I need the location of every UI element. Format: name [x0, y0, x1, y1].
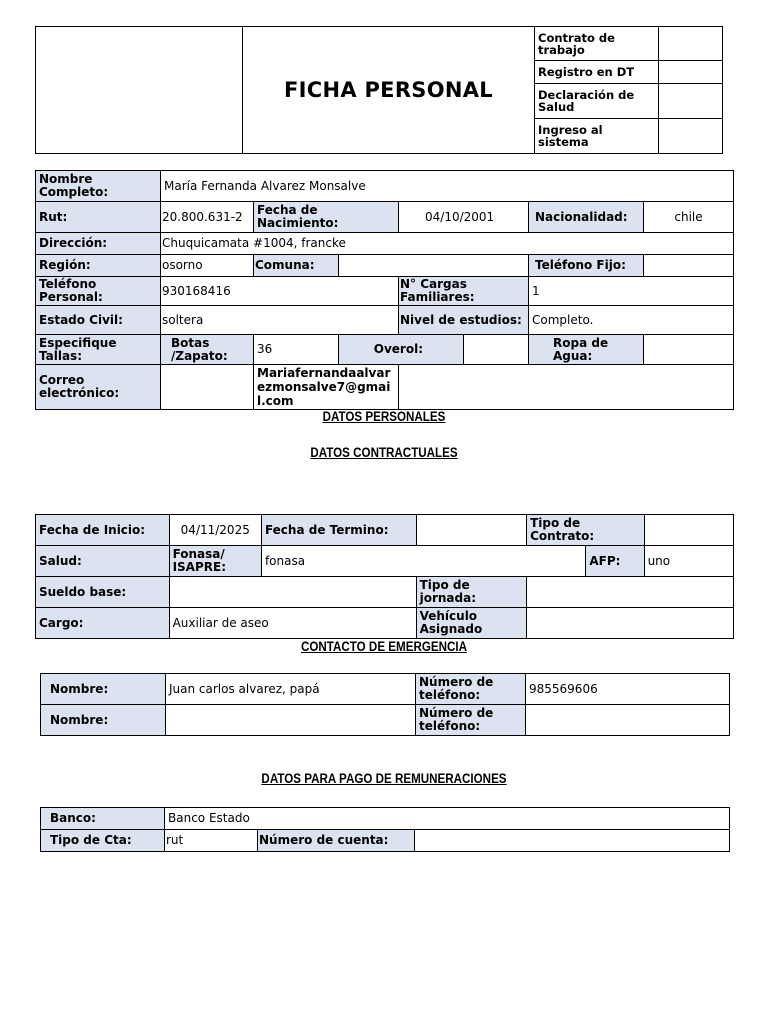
- correo-label: Correo electrónico:: [36, 365, 161, 410]
- comuna-field[interactable]: [339, 255, 529, 277]
- correo-field[interactable]: Mariafernandaalvarezmonsalve7@gmail.com: [254, 365, 399, 410]
- checklist-ingreso-box[interactable]: [659, 119, 723, 154]
- nacionalidad-field[interactable]: chile: [644, 202, 734, 233]
- ropa-agua-label: Ropa de Agua:: [529, 335, 644, 365]
- estado-civil-field[interactable]: soltera: [161, 306, 399, 335]
- banco-field[interactable]: Banco Estado: [165, 808, 730, 830]
- botas-label: Botas /Zapato:: [161, 335, 254, 365]
- checklist-contrato-box[interactable]: [659, 27, 723, 61]
- nivel-estudios-label: Nivel de estudios:: [399, 306, 529, 335]
- nacionalidad-label: Nacionalidad:: [529, 202, 644, 233]
- nacimiento-field[interactable]: 04/10/2001: [399, 202, 529, 233]
- checklist-declaracion-box[interactable]: [659, 84, 723, 119]
- cargo-field[interactable]: Auxiliar de aseo: [169, 608, 416, 639]
- emergency-nombre-field[interactable]: [166, 705, 416, 736]
- sueldo-label: Sueldo base:: [36, 577, 170, 608]
- emergency-nombre-field[interactable]: Juan carlos alvarez, papá: [166, 674, 416, 705]
- emergency-row: [41, 674, 730, 705]
- fecha-inicio-label: Fecha de Inicio:: [36, 515, 170, 546]
- cargo-label: Cargo:: [36, 608, 170, 639]
- logo-box: [36, 27, 243, 154]
- vehiculo-label: Vehículo Asignado: [416, 608, 526, 639]
- rut-label: Rut:: [36, 202, 161, 233]
- region-label: Región:: [36, 255, 161, 277]
- header-table: [35, 26, 723, 154]
- jornada-field[interactable]: [527, 577, 734, 608]
- checklist-ingreso-label: Ingreso al sistema: [535, 119, 659, 154]
- emergency-table: [40, 673, 730, 736]
- jornada-label: Tipo de jornada:: [416, 577, 526, 608]
- numero-cuenta-label: Número de cuenta:: [258, 830, 415, 852]
- section-datos-personales: DATOS PERSONALES: [322, 409, 446, 424]
- estado-civil-label: Estado Civil:: [36, 306, 161, 335]
- emergency-nombre-label: Nombre:: [41, 705, 166, 736]
- checklist-declaracion-label: Declaración de Salud: [535, 84, 659, 119]
- emergency-telefono-label: Número de teléfono:: [416, 705, 526, 736]
- tipo-cta-label: Tipo de Cta:: [41, 830, 165, 852]
- vehiculo-field[interactable]: [527, 608, 734, 639]
- fecha-inicio-field[interactable]: 04/11/2025: [169, 515, 261, 546]
- banco-label: Banco:: [41, 808, 165, 830]
- botas-field[interactable]: 36: [254, 335, 339, 365]
- tipo-contrato-field[interactable]: [644, 515, 733, 546]
- afp-field[interactable]: uno: [644, 546, 733, 577]
- telefono-fijo-field[interactable]: [644, 255, 734, 277]
- tipo-contrato-label: Tipo de Contrato:: [527, 515, 645, 546]
- cargas-label: N° Cargas Familiares:: [399, 277, 529, 306]
- section-pago-remuneraciones: DATOS PARA PAGO DE REMUNERACIONES: [261, 771, 507, 786]
- emergency-nombre-label: Nombre:: [41, 674, 166, 705]
- checklist-registro-label: Registro en DT: [535, 61, 659, 84]
- ropa-agua-field[interactable]: [644, 335, 734, 365]
- telefono-personal-label: Teléfono Personal:: [36, 277, 161, 306]
- nivel-estudios-field[interactable]: Completo.: [529, 306, 734, 335]
- section-contacto-emergencia: CONTACTO DE EMERGENCIA: [300, 639, 467, 654]
- telefono-fijo-label: Teléfono Fijo:: [529, 255, 644, 277]
- overol-field[interactable]: [464, 335, 529, 365]
- section-datos-contractuales: DATOS CONTRACTUALES: [310, 445, 458, 460]
- emergency-telefono-field[interactable]: [526, 705, 730, 736]
- emergency-telefono-field[interactable]: 985569606: [526, 674, 730, 705]
- rut-field[interactable]: 20.800.631-2: [161, 202, 254, 233]
- sueldo-field[interactable]: [169, 577, 416, 608]
- checklist-contrato-label: Contrato de trabajo: [535, 27, 659, 61]
- region-field[interactable]: osorno: [161, 255, 254, 277]
- checklist-registro-box[interactable]: [659, 61, 723, 84]
- direccion-field[interactable]: Chuquicamata #1004, francke: [161, 233, 734, 255]
- emergency-telefono-label: Número de teléfono:: [416, 674, 526, 705]
- salud-label: Salud:: [36, 546, 170, 577]
- cargas-field[interactable]: 1: [529, 277, 734, 306]
- comuna-label: Comuna:: [254, 255, 339, 277]
- fecha-termino-field[interactable]: [416, 515, 526, 546]
- tipo-cta-field[interactable]: rut: [165, 830, 258, 852]
- salud-field[interactable]: fonasa: [261, 546, 585, 577]
- tallas-label: Especifique Tallas:: [36, 335, 161, 365]
- nombre-field[interactable]: María Fernanda Alvarez Monsalve: [161, 171, 734, 202]
- fecha-termino-label: Fecha de Termino:: [261, 515, 416, 546]
- contract-table: [35, 514, 734, 639]
- personal-data-table: [35, 170, 734, 410]
- overol-label: Overol:: [339, 335, 464, 365]
- telefono-personal-field[interactable]: 930168416: [161, 277, 399, 306]
- payment-table: [40, 807, 730, 852]
- direccion-label: Dirección:: [36, 233, 161, 255]
- afp-label: AFP:: [586, 546, 644, 577]
- fonasa-label: Fonasa/ ISAPRE:: [169, 546, 261, 577]
- nombre-label: Nombre Completo:: [36, 171, 161, 202]
- page-title: FICHA PERSONAL: [243, 27, 535, 154]
- nacimiento-label: Fecha de Nacimiento:: [254, 202, 399, 233]
- numero-cuenta-field[interactable]: [415, 830, 730, 852]
- emergency-row: [41, 705, 730, 736]
